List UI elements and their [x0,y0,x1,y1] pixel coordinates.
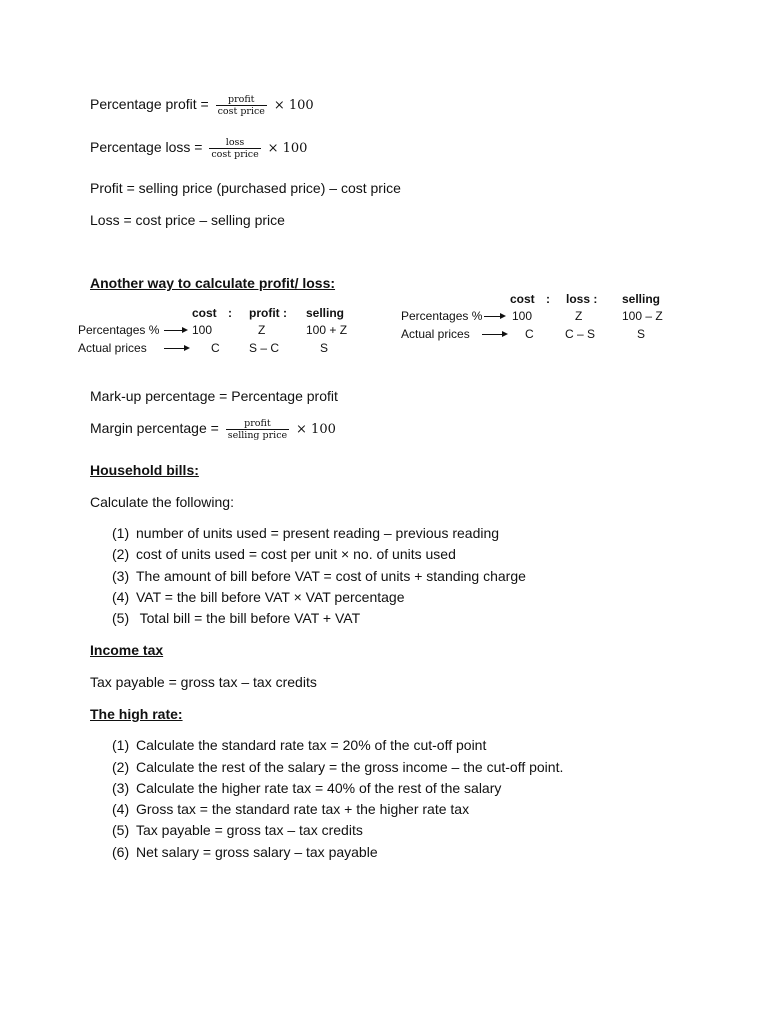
percentage-loss-formula [90,137,307,160]
list-item: (4) Gross tax = the standard rate tax + the higher rate tax [112,801,470,817]
profit-formula: Profit = selling price (purchased price) – cost price [90,180,401,196]
percentage-loss-fraction [209,137,260,160]
fraction-denominator: selling price [227,430,288,441]
fraction-numerator: profit [228,94,255,105]
row-percentages-cost: 100 [192,323,213,337]
header-cost: cost [510,292,535,306]
list-item: (4) VAT = the bill before VAT × VAT percentage [112,589,405,605]
arrow-icon [164,330,186,331]
row-actual-label: Actual prices [401,327,470,341]
header-colon: : [228,306,232,320]
row-percentages-profit: Z [258,323,266,337]
arrow-icon [484,316,504,317]
times-hundred: × 100 [296,422,336,438]
fraction-numerator: loss [225,137,245,148]
list-item: (2) Calculate the rest of the salary = the gross income – the cut-off point. [112,759,564,775]
loss-formula: Loss = cost price – selling price [90,212,285,228]
list-item: (2) cost of units used = cost per unit × no. of units used [112,546,456,562]
margin-formula [90,418,336,441]
row-actual-cost: C [211,341,220,355]
list-item: (3) The amount of bill before VAT = cost of units + standing charge [112,568,526,584]
percentage-profit-label: Percentage profit = [90,96,209,113]
times-hundred: × 100 [273,98,314,114]
list-item: (5) Total bill = the bill before VAT + VAT [112,610,361,626]
row-percentages-loss: Z [575,309,583,323]
household-intro: Calculate the following: [90,494,234,510]
row-percentages-label: Percentages % [78,323,160,337]
fraction-denominator: cost price [211,149,259,160]
header-profit: profit : [249,306,287,320]
times-hundred: × 100 [267,141,308,157]
row-percentages-cost: 100 [512,309,533,323]
percentage-profit-fraction [216,94,267,117]
header-cost: cost [192,306,217,320]
list-item: (1) number of units used = present reading – previous reading [112,525,500,541]
row-percentages-label: Percentages % [401,309,483,323]
household-bills-heading: Household bills: [90,462,199,478]
percentage-profit-formula [90,94,314,117]
margin-fraction [226,418,289,441]
fraction-denominator: cost price [217,106,265,117]
header-selling: selling [622,292,661,306]
header-selling: selling [306,306,345,320]
row-actual-profit: S – C [249,341,280,355]
income-tax-heading: Income tax [90,642,164,658]
arrow-icon [482,334,506,335]
arrow-icon [164,348,188,349]
margin-label: Margin percentage = [90,420,219,437]
list-item: (5) Tax payable = gross tax – tax credits [112,822,363,838]
row-actual-label: Actual prices [78,341,147,355]
header-colon: : [546,292,550,306]
row-actual-selling: S [320,341,329,355]
list-item: (6) Net salary = gross salary – tax payable [112,844,378,860]
tax-payable-formula: Tax payable = gross tax – tax credits [90,674,317,690]
percentage-loss-label: Percentage loss = [90,139,203,156]
row-percentages-selling: 100 – Z [622,309,663,323]
row-actual-cost: C [525,327,534,341]
header-loss: loss : [566,292,598,306]
row-actual-loss: C – S [565,327,596,341]
another-way-heading: Another way to calculate profit/ loss: [90,275,336,291]
list-item: (3) Calculate the higher rate tax = 40% of the rest of the salary [112,780,502,796]
row-percentages-selling: 100 + Z [306,323,348,337]
list-item: (1) Calculate the standard rate tax = 20% of the cut-off point [112,737,487,753]
high-rate-heading: The high rate: [90,706,183,722]
markup-formula: Mark-up percentage = Percentage profit [90,388,338,404]
row-actual-selling: S [637,327,646,341]
fraction-numerator: profit [244,418,271,429]
